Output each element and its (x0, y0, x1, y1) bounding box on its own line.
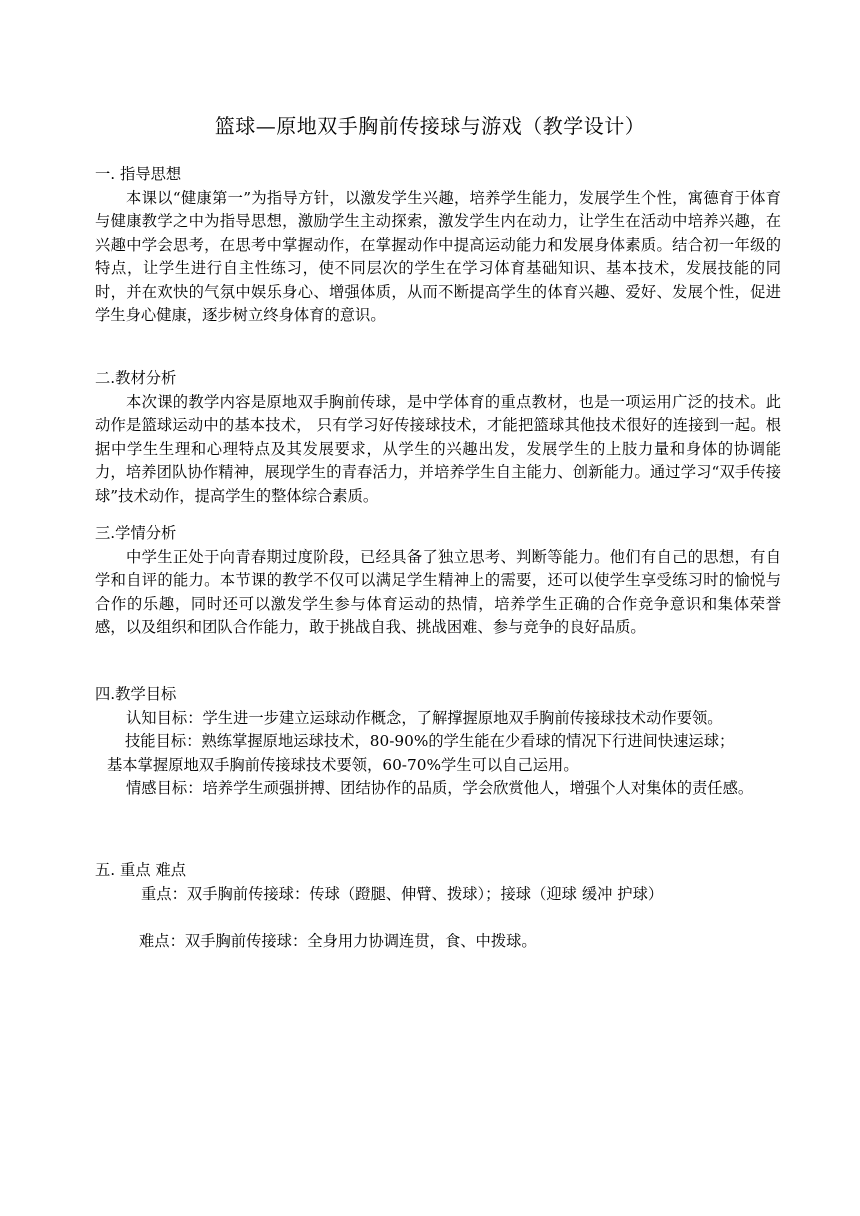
section-heading: 一. 指导思想 (95, 165, 182, 183)
cognitive-objective: 认知目标：学生进一步建立运球动作概念，了解撑握原地双手胸前传接球技术动作要领。 (126, 708, 723, 727)
section-heading: 三.学情分析 (95, 524, 177, 542)
section-heading: 五. 重点 难点 (95, 861, 187, 879)
section-heading: 二.教材分析 (95, 369, 177, 387)
section-guiding-thought (95, 163, 781, 328)
section-heading: 四.教学目标 (95, 685, 177, 703)
section-learner-analysis (95, 522, 781, 640)
skill-objective-line-2: 基本掌握原地双手胸前传接球技术要领，60-70%学生可以自己运用。 (107, 755, 579, 774)
section-key-difficult-points (95, 859, 781, 906)
section-teaching-objectives (95, 683, 781, 801)
key-point: 重点：双手胸前传接球：传球（蹬腿、伸臂、拨球）；接球（迎球 缓冲 护球） (141, 884, 664, 903)
section-paragraph: 本次课的教学内容是原地双手胸前传球，是中学体育的重点教材，也是一项运用广泛的技术。此动作是篮球运动中的基本技术， 只有学习好传接球技术，才能把篮球其他技术很好的连接到一起。根据中学生生理和心理特点及其发展要求，从学生的兴趣出发，发展学生的上肢力量和身体的协调能力，培养团队协作精神，展现学生的青春活力，并培养学生自主能力、创新能力。通过学习“双手传接球”技术动作，提高学生的整体综合素质。 (95, 392, 781, 505)
document-title: 篮球—原地双手胸前传接球与游戏（教学设计） (214, 114, 646, 138)
emotion-objective: 情感目标：培养学生顽强拼搏、团结协作的品质，学会欣赏他人，增强个人对集体的责任感。 (126, 779, 754, 797)
difficulty-block (95, 930, 781, 954)
skill-objective-line-1: 技能目标：熟练掌握原地运球技术，80-90%的学生能在少看球的情况下行进间快速运球； (125, 732, 735, 750)
section-paragraph: 中学生正处于向青春期过度阶段，已经具备了独立思考、判断等能力。他们有自己的思想，有自学和自评的能力。本节课的教学不仅可以满足学生精神上的需要，还可以使学生享受练习时的愉悦与合作的乐趣，同时还可以激发学生参与体育运动的热情，培养学生正确的合作竞争意识和集体荣誉感，以及组织和团队合作能力，敢于挑战自我、挑战困难、参与竞争的良好品质。 (95, 547, 781, 636)
section-material-analysis (95, 367, 781, 508)
section-paragraph: 本课以“健康第一”为指导方针，以激发学生兴趣，培养学生能力，发展学生个性，寓德育于体育与健康教学之中为指导思想，激励学生主动探索，激发学生内在动力，让学生在活动中培养兴趣，在兴趣中学会思考，在思考中掌握动作，在掌握动作中提高运动能力和发展身体素质。结合初一年级的特点，让学生进行自主性练习，使不同层次的学生在学习体育基础知识、基本技术，发展技能的同时，并在欢快的气氛中娱乐身心、增强体质，从而不断提高学生的体育兴趣、爱好、发展个性，促进学生身心健康，逐步树立终身体育的意识。 (95, 188, 781, 324)
difficulty-point: 难点：双手胸前传接球：全身用力协调连贯，食、中拨球。 (139, 932, 537, 950)
